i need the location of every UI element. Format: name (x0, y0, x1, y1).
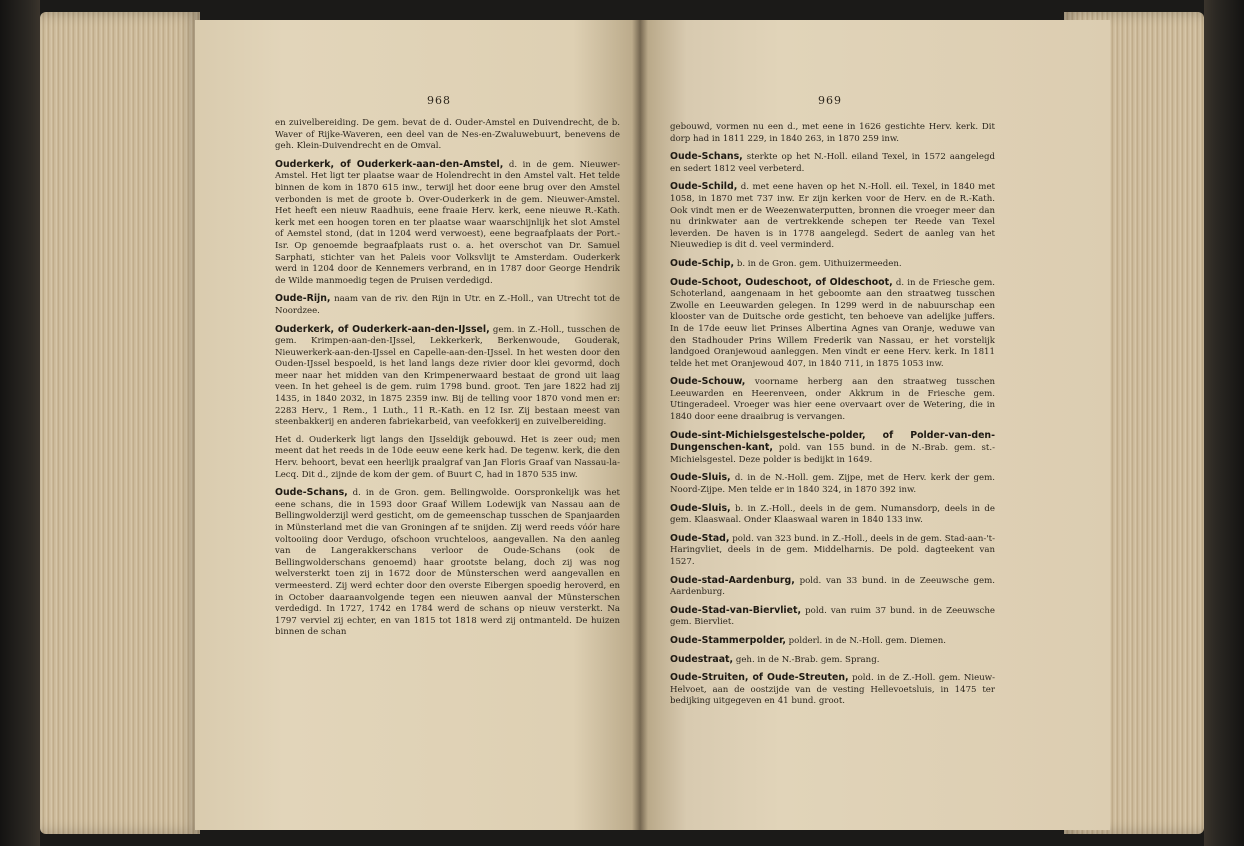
dictionary-entry (275, 435, 620, 481)
dictionary-entry (670, 430, 995, 467)
dictionary-entry (670, 258, 995, 271)
dictionary-entry (275, 159, 620, 288)
entry-headword: Oude-Schip, (670, 257, 735, 269)
page-text (275, 118, 620, 645)
dictionary-entry (670, 122, 995, 145)
left-page (195, 20, 640, 830)
entry-headword: Oude-Rijn, (275, 293, 331, 305)
entry-headword: Oudestraat, (670, 653, 734, 665)
entry-headword: Oude-Schouw, (670, 376, 746, 388)
entry-headword: Oude-Schild, (670, 181, 738, 193)
entry-text: b. in Z.-Holl., deels in de gem. Numansdorp, deels in de gem. Klaaswaal. Onder Klaaswaal waren in 1840 133 inw. (670, 503, 995, 526)
entry-text: d. in de Gron. gem. Bellingwolde. Oorspronkelijk was het eene schans, die in 1593 door Graaf Willem Lodewijk van Nassau aan de Bellingwolderzijl werd gesticht, om de gemeenschap tusschen de Spanjaarden in Münsterland met die van Groningen af te snijden. Zij werd reeds vóór hare voltooiing door Verdugo, ofschoon vruchteloos, aangevallen. Na den aanleg van de Langerakkerschans verloor de Oude-Schans (ook de Bellingwolderschans genoemd) haar grootste belang, doch zij was nog welversterkt toen zij in 1672 door de Münsterschen werd aangevallen en vermeesterd. Zij werd echter door den overste Eibergen spoedig heroverd, en in October daaraanvolgende tegen een nieuwen aanval der Münsterschen verdedigd. In 1727, 1742 en 1784 werd de schans op nieuw versterkt. Na 1797 verviel zij echter, en van 1815 tot 1818 werd zij ontmanteld. De huizen binnen de schan (275, 488, 620, 638)
entry-text: pold. van 323 bund. in Z.-Holl., deels in de gem. Stad-aan-'t-Haringvliet, deels in de gem. Middelharnis. De pold. dagteekent van 1527. (670, 533, 995, 567)
dictionary-entry (670, 605, 995, 629)
dictionary-entry (275, 487, 620, 639)
entry-headword: Oude-Sluis, (670, 502, 731, 514)
entry-headword: Oude-stad-Aardenburg, (670, 574, 795, 586)
dictionary-entry (670, 376, 995, 423)
dictionary-entry (275, 118, 620, 153)
entry-headword: Oude-Stad-van-Biervliet, (670, 604, 802, 616)
entry-headword: Oude-Sluis, (670, 472, 731, 484)
entry-headword: Oude-Schoot, Oudeschoot, of Oldeschoot, (670, 276, 893, 288)
entry-headword: Oude-Stad, (670, 532, 730, 544)
entry-text: d. in de gem. Nieuwer-Amstel. Het ligt ter plaatse waar de Holendrecht in den Amstel valt. Het telde binnen de kom in 1870 615 inw., terwijl het door eene brug over den Amstel verbonden is met de groote b. Over-Ouderkerk in de gem. Nieuwer-Amstel. Het heeft een nieuw Raadhuis, eene fraaie Herv. kerk, eene nieuwe R.-Kath. kerk met een hoogen toren en ter plaatse waar waarschijnlijk het slot Amstel of Aemstel stond, (dat in 1204 werd verwoest), eene begraafplaats der Port.-Isr. Op genoemde begraafplaats rust o. a. het overschot van Dr. Samuel Sarphati, stichter van het Paleis voor Volksvlijt te Amsterdam. Ouderkerk werd in 1204 door de Kennemers verbrand, en in 1787 door George Hendrik de Wilde manmoedig tegen de Pruisen verdedigd. (275, 159, 620, 286)
dictionary-entry (670, 472, 995, 496)
entry-text: gebouwd, vormen nu een d., met eene in 1626 gestichte Herv. kerk. Dit dorp had in 1811 229, in 1840 263, in 1870 259 inw. (670, 122, 995, 144)
entry-text: pold. in de Z.-Holl. gem. Nieuw-Helvoet, aan de oostzijde van de vesting Hellevoetsluis, in 1475 ter bedijking uitgegeven en 41 bund. groot. (670, 673, 996, 707)
entry-text: naam van de riv. den Rijn in Utr. en Z.-Holl., van Utrecht tot de Noordzee. (275, 294, 620, 316)
dictionary-entry (670, 181, 995, 252)
entry-headword: Oude-Schans, (670, 151, 743, 163)
entry-text: sterkte op het N.-Holl. eiland Texel, in 1572 aangelegd en sedert 1812 veel verbeterd. (670, 152, 995, 174)
book-gutter (632, 20, 648, 830)
dictionary-entry (670, 151, 995, 175)
entry-headword: Oude-Schans, (275, 487, 348, 499)
book-cover-left (0, 0, 40, 846)
dictionary-entry (670, 672, 995, 708)
entry-text: Het d. Ouderkerk ligt langs den IJsseldijk gebouwd. Het is zeer oud; men meent dat het reeds in de 10de eeuw eene kerk had. De tegenw. kerk, die den Herv. behoort, bevat een heerlijk praalgraf van Jan Floris Graaf van Nassau-la-Lecq. Dit d., zijnde de kom der gem. of Buurt C, had in 1870 535 inw. (275, 434, 620, 480)
entry-text: geh. in de N.-Brab. gem. Sprang. (735, 654, 880, 665)
entry-text: b. in de Gron. gem. Uithuizermeeden. (736, 258, 902, 269)
page-stack-left (40, 12, 200, 834)
entry-text: pold. van ruim 37 bund. in de Zeeuwsche gem. Biervliet. (670, 605, 995, 628)
dictionary-entry (670, 635, 995, 648)
entry-headword: Oude-sint-Michielsgestelsche-polder, of Polder-van-den-Dungenschen-kant, (670, 429, 995, 454)
dictionary-entry (670, 503, 995, 527)
right-page (640, 20, 1110, 830)
entry-text: voorname herberg aan den straatweg tusschen Leeuwarden en Heerenveen, onder Akkrum in de Friesche gem. Utingeradeel. Vroeger was hier eene overvaart over de Wetering, die in 1840 door eene draaibrug is vervangen. (670, 377, 995, 423)
dictionary-entry (670, 277, 995, 371)
entry-headword: Oude-Struiten, of Oude-Streuten, (670, 672, 849, 684)
entry-text: pold. van 33 bund. in de Zeeuwsche gem. Aardenburg. (670, 575, 996, 598)
entry-text: pold. van 155 bund. in de N.-Brab. gem. st.-Michielsgestel. Deze polder is bedijkt in 1649. (670, 443, 996, 465)
dictionary-entry (670, 575, 995, 599)
page-number: 968 (427, 94, 451, 107)
entry-headword: Ouderkerk, of Ouderkerk-aan-den-IJssel, (275, 323, 490, 335)
entry-text: d. in de N.-Holl. gem. Zijpe, met de Herv. kerk der gem. Noord-Zijpe. Men telde er in 1840 324, in 1870 392 inw. (670, 473, 996, 496)
entry-text: polderl. in de N.-Holl. gem. Diemen. (788, 635, 946, 646)
dictionary-entry (275, 293, 620, 317)
entry-headword: Ouderkerk, of Ouderkerk-aan-den-Amstel, (275, 158, 504, 170)
entry-headword: Oude-Stammerpolder, (670, 634, 786, 646)
dictionary-entry (275, 324, 620, 429)
entry-text: en zuivelbereiding. De gem. bevat de d. Ouder-Amstel en Duivendrecht, de b. Waver of Rijke-Waveren, een deel van de Nes-en-Zwaluwebuurt, benevens de geh. Klein-Duivendrecht en de Omval. (275, 118, 620, 152)
dictionary-entry (670, 654, 995, 667)
entry-text: d. in de Friesche gem. Schoterland, aangenaam in het geboomte aan den straatweg tusschen Zwolle en Leeuwarden gelegen. In 1299 werd in de nabuurschap een klooster van de Duitsche orde gesticht, ten behoeve van adelijke juffers. In de 17de eeuw liet Prinses Albertina Agnes van Oranje, weduwe van den Stadhouder Prins Willem Frederik van Nassau, er het vorstelijk landgoed Oranjewoud aanleggen. Men vindt er eene Herv. kerk. In 1811 telde het met Oranjewoud 407, in 1840 711, in 1875 1053 inw. (670, 277, 995, 369)
entry-text: gem. in Z.-Holl., tusschen de gem. Krimpen-aan-den-IJssel, Lekkerkerk, Berkenwoude, Gouderak, Nieuwerkerk-aan-den-IJssel en Capelle-aan-den-IJssel. In het westen door den Ouden-IJssel bespoeld, is het land langs deze rivier door klei gevormd, doch meer naar het midden van den Krimpenerwaard bestaat de grond uit laag veen. In het geheel is de gem. ruim 1798 bund. groot. Ten jare 1822 had zij 1435, in 1840 2032, in 1875 2359 inw. Bij de telling voor 1870 vond men er: 2283 Herv., 1 Rem., 1 Luth., 11 R.-Kath. en 12 Isr. Zij bestaan meest van steenbakkerij en anderen fabriekarbeid, van veefokkerij en zuivelbereiding. (275, 324, 620, 428)
dictionary-entry (670, 533, 995, 569)
book-cover-right (1204, 0, 1244, 846)
page-text (670, 122, 995, 714)
entry-text: d. met eene haven op het N.-Holl. eil. Texel, in 1840 met 1058, in 1870 met 737 inw. Er zijn kerken voor de Herv. en de R.-Kath. Ook vindt men er de Weezenwaterputten, bronnen die vroeger meer dan nu drinkwater aan de vertrekkende schepen ter Reede van Texel leverden. De haven is in 1778 aangelegd. Sedert de aanleg van het Nieuwediep is dit d. veel verminderd. (670, 182, 995, 251)
page-number: 969 (818, 94, 842, 107)
